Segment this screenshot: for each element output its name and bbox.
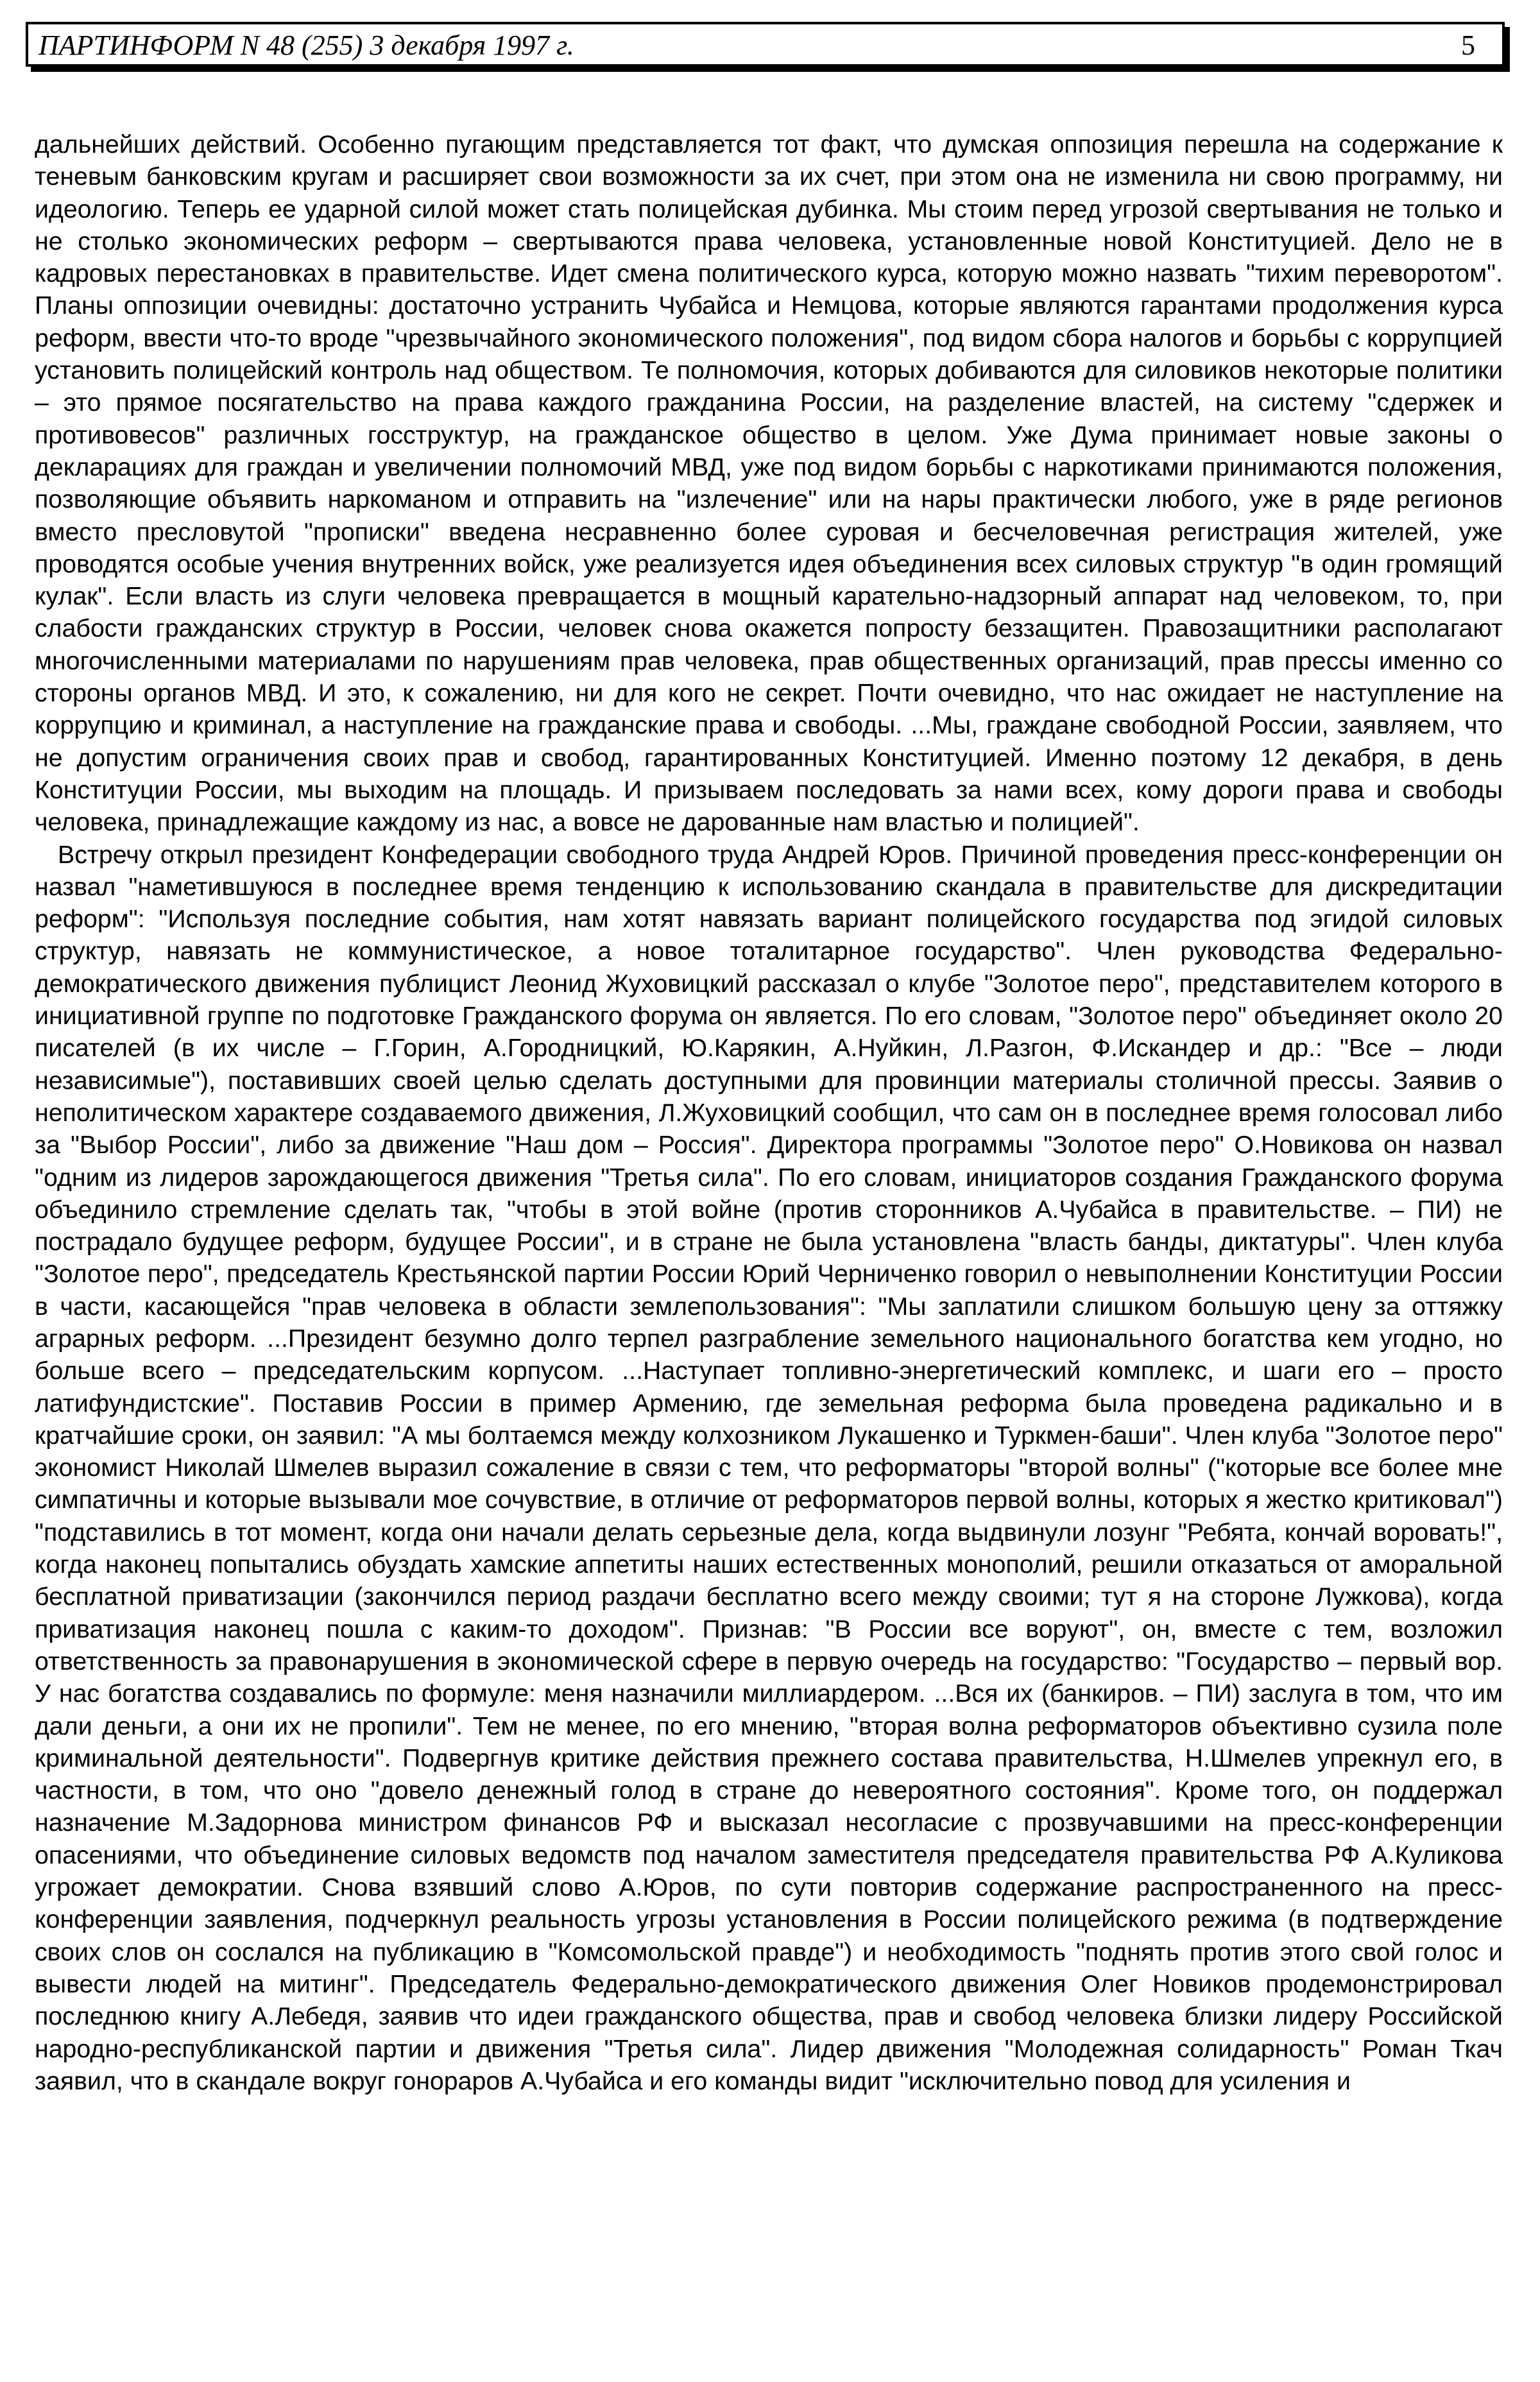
article-body — [35, 128, 1503, 2097]
page-header — [26, 22, 1505, 67]
page-number: 5 — [1461, 30, 1475, 61]
article-paragraph: дальнейших действий. Особенно пугающим представляется тот факт, что думская оппозиция перешла на содержание к теневым банковским кругам и расширяет свои возможности за их счет, при этом она не изменила ни свою программу, ни идеологию. Теперь ее ударной силой может стать полицейская дубинка. Мы стоим перед угрозой свертывания не только и не столько экономических реформ – свертываются права человека, установленные новой Конституцией. Дело не в кадровых перестановках в правительстве. Идет смена политического курса, которую можно назвать "тихим переворотом". Планы оппозиции очевидны: достаточно устранить Чубайса и Немцова, которые являются гарантами продолжения курса реформ, ввести что-то вроде "чрезвычайного экономического положения", под видом сбора налогов и борьбы с коррупцией установить полицейский контроль над обществом. Те полномочия, которых добиваются для силовиков некоторые политики – это прямое посягательство на права каждого гражданина России, на разделение властей, на систему "сдержек и противовесов" различных госструктур, на гражданское общество в целом. Уже Дума принимает новые законы о декларациях для граждан и увеличении полномочий МВД, уже под видом борьбы с наркотиками принимаются положения, позволяющие объявить наркоманом и отправить на "излечение" или на нары практически любого, уже в ряде регионов вместо пресловутой "прописки" введена несравненно более суровая и бесчеловечная регистрация жителей, уже проводятся особые учения внутренних войск, уже реализуется идея объединения всех силовых структур "в один громящий кулак". Если власть из слуги человека превращается в мощный карательно-надзорный аппарат над человеком, то, при слабости гражданских структур в России, человек снова окажется попросту беззащитен. Правозащитники располагают многочисленными материалами по нарушениям прав человека, прав общественных организаций, прав прессы именно со стороны органов МВД. И это, к сожалению, ни для кого не секрет. Почти очевидно, что нас ожидает не наступление на коррупцию и криминал, а наступление на гражданские права и свободы. ...Мы, граждане свободной России, заявляем, что не допустим ограничения своих прав и свобод, гарантированных Конституцией. Именно поэтому 12 декабря, в день Конституции России, мы выходим на площадь. И призываем последовать за нами всех, кому дороги права и свободы человека, принадлежащие каждому из нас, а вовсе не дарованные нам властью и полицией". — [35, 130, 1503, 837]
publication-title: ПАРТИНФОРМ N 48 (255) 3 декабря 1997 г. — [38, 30, 574, 61]
article-paragraph: Встречу открыл президент Конфедерации свободного труда Андрей Юров. Причиной проведения пресс-конференции он назвал "наметившуюся в последнее время тенденцию к использованию скандала в правительстве для дискредитации реформ": "Используя последние события, нам хотят навязать вариант полицейского государства под эгидой силовых структур, навязать не коммунистическое, а новое тоталитарное государство". Член руководства Федерально-демократического движения публицист Леонид Жуховицкий рассказал о клубе "Золотое перо", представителем которого в инициативной группе по подготовке Гражданского форума он является. По его словам, "Золотое перо" объединяет около 20 писателей (в их числе – Г.Горин, А.Городницкий, Ю.Карякин, А.Нуйкин, Л.Разгон, Ф.Искандер и др.: "Все – люди независимые"), поставивших своей целью сделать доступными для провинции материалы столичной прессы. Заявив о неполитическом характере создаваемого движения, Л.Жуховицкий сообщил, что сам он в последнее время голосовал либо за "Выбор России", либо за движение "Наш дом – Россия". Директора программы "Золотое перо" О.Новикова он назвал "одним из лидеров зарождающегося движения "Третья сила". По его словам, инициаторов создания Гражданского форума объединило стремление сделать так, "чтобы в этой войне (против сторонников А.Чубайса в правительстве. – ПИ) не пострадало будущее реформ, будущее России", и в стране не была установлена "власть банды, диктатуры". Член клуба "Золотое перо", председатель Крестьянской партии России Юрий Черниченко говорил о невыполнении Конституции России в части, касающейся "прав человека в области землепользования": "Мы заплатили слишком большую цену за оттяжку аграрных реформ. ...Президент безумно долго терпел разграбление земельного национального богатства кем угодно, но больше всего – председательским корпусом. ...Наступает топливно-энергетический комплекс, и шаги его – просто латифундистские". Поставив России в пример Армению, где земельная реформа была проведена радикально и в кратчайшие сроки, он заявил: "А мы болтаемся между колхозником Лукашенко и Туркмен-баши". Член клуба "Золотое перо" экономист Николай Шмелев выразил сожаление в связи с тем, что реформаторы "второй волны" ("которые все более мне симпатичны и которые вызывали мое сочувствие, в отличие от реформаторов первой волны, которых я жестко критиковал") "подставились в тот момент, когда они начали делать серьезные дела, когда выдвинули лозунг "Ребята, кончай воровать!", когда наконец попытались обуздать хамские аппетиты наших естественных монополий, решили отказаться от аморальной бесплатной приватизации (закончился период раздачи бесплатно всего между своими; тут я на стороне Лужкова), когда приватизация наконец пошла с каким-то доходом". Признав: "В России все воруют", он, вместе с тем, возложил ответственность за правонарушения в экономической сфере в первую очередь на государство: "Государство – первый вор. У нас богатства создавались по формуле: меня назначили миллиардером. ...Вся их (банкиров. – ПИ) заслуга в том, что им дали деньги, а они их не пропили". Тем не менее, по его мнению, "вторая волна реформаторов объективно сузила поле криминальной деятельности". Подвергнув критике действия прежнего состава правительства, Н.Шмелев упрекнул его, в частности, в том, что оно "довело денежный голод в стране до невероятного состояния". Кроме того, он поддержал назначение М.Задорнова министром финансов РФ и высказал несогласие с прозвучавшими на пресс-конференции опасениями, что объединение силовых ведомств под началом заместителя председателя правительства РФ А.Куликова угрожает демократии. Снова взявший слово А.Юров, по сути повторив содержание распространенного на пресс-конференции заявления, подчеркнул реальность угрозы установления в России полицейского режима (в подтверждение своих слов он сослался на публикацию в "Комсомольской правде") и необходимость "поднять против этого свой голос и вывести людей на митинг". Председатель Федерально-демократического движения Олег Новиков продемонстрировал последнюю книгу А.Лебедя, заявив что идеи гражданского общества, прав и свобод человека близки лидеру Российской народно-республиканской партии и движения "Третья сила". Лидер движения "Молодежная солидарность" Роман Ткач заявил, что в скандале вокруг гонораров А.Чубайса и его команды видит "исключительно повод для усиления и — [35, 840, 1503, 2095]
